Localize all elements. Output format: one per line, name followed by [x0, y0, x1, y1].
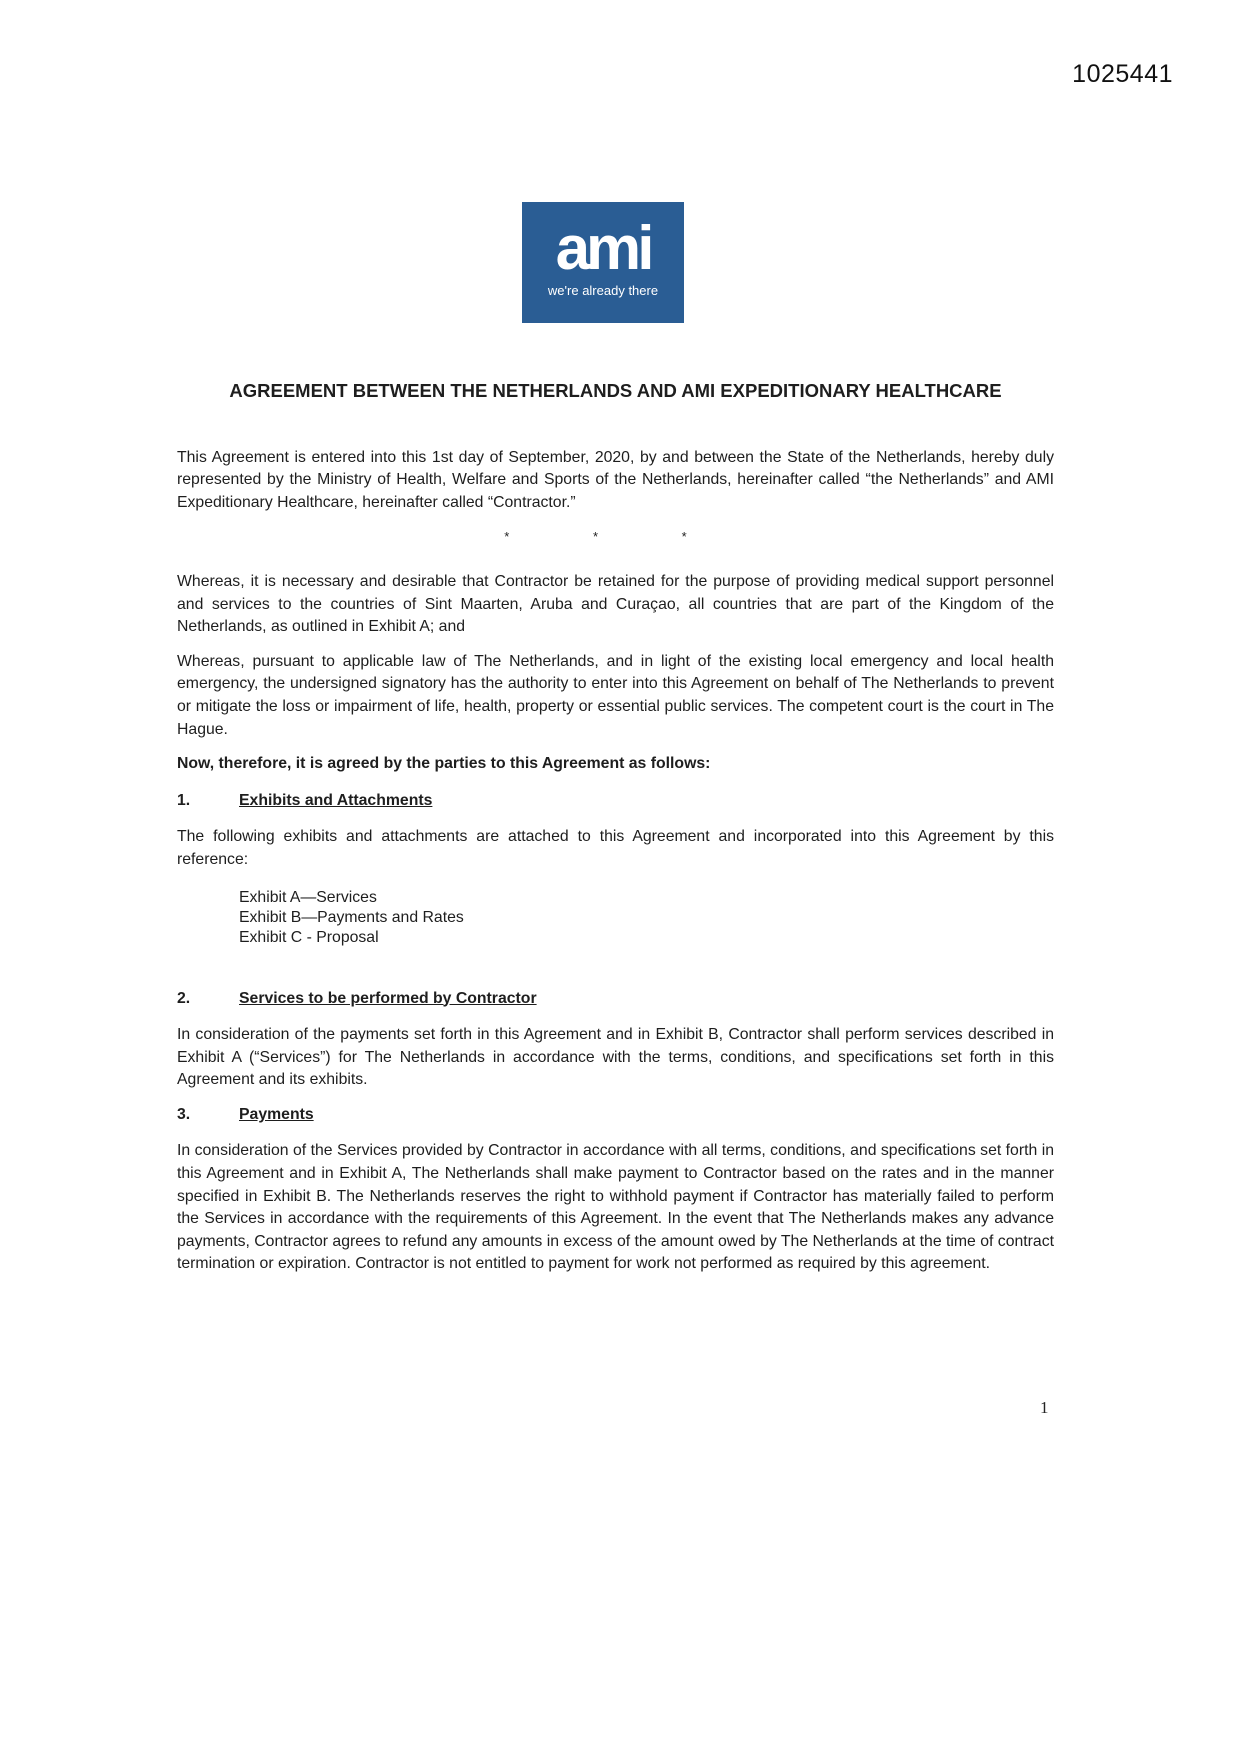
section-title: Payments	[239, 1105, 314, 1123]
section-number: 1.	[177, 791, 191, 809]
logo-wordmark: ami	[555, 214, 651, 283]
separator-stars: * * *	[504, 529, 727, 545]
intro-paragraph: This Agreement is entered into this 1st day of September, 2020, by and between the State of the Netherlands, hereby duly represented by the Ministry of Health, Welfare and Sports of the Netherlands, hereinafter called “the Netherlands” and AMI Expeditionary Healthcare, hereinafter called “Contractor.”	[177, 448, 1054, 511]
logo-tagline: we're already there	[547, 283, 659, 298]
document-body	[177, 380, 1054, 1276]
section-1-heading	[177, 790, 1054, 813]
section-3-body: In consideration of the Services provided by Contractor in accordance with all terms, conditions, and specifications set forth in this Agreement and in Exhibit A, The Netherlands shall make payment to Contractor based on the rates and in the manner specified in Exhibit B. The Netherlands reserves the right to withhold payment if Contractor has materially failed to perform the Services in accordance with the requirements of this Agreement. In the event that The Netherlands makes any advance payments, Contractor agrees to refund any amounts in excess of the amount owed by The Netherlands at the time of contract termination or expiration. Contractor is not entitled to payment for work not performed as required by this agreement.	[177, 1142, 1054, 1273]
section-title: Exhibits and Attachments	[239, 791, 433, 809]
section-number: 3.	[177, 1105, 191, 1123]
agreed-statement: Now, therefore, it is agreed by the parties to this Agreement as follows:	[177, 755, 711, 773]
ami-logo	[522, 202, 684, 323]
exhibit-item: Exhibit B—Payments and Rates	[239, 908, 464, 926]
exhibit-item: Exhibit A—Services	[239, 888, 377, 906]
whereas-paragraph-1: Whereas, it is necessary and desirable that Contractor be retained for the purpose of providing medical support personnel and services to the countries of Sint Maarten, Aruba and Curaçao, all countries that are part of the Kingdom of the Netherlands, as outlined in Exhibit A; and	[177, 572, 1054, 636]
section-title: Services to be performed by Contractor	[239, 989, 537, 1007]
section-2-body: In consideration of the payments set forth in this Agreement and in Exhibit B, Contractor shall perform services described in Exhibit A (“Services”) for The Netherlands in accordance with the terms, conditions, and specifications set forth in this Agreement and its exhibits.	[177, 1026, 1054, 1089]
section-3-heading	[177, 1104, 1054, 1127]
document-id: 1025441	[1072, 60, 1173, 88]
exhibit-list	[177, 888, 1054, 948]
section-2-heading	[177, 988, 1054, 1011]
page-number: 1	[1040, 1398, 1049, 1417]
section-number: 2.	[177, 989, 191, 1007]
agreement-title: AGREEMENT BETWEEN THE NETHERLANDS AND AMI EXPEDITIONARY HEALTHCARE	[229, 380, 1002, 401]
section-1-body: The following exhibits and attachments are attached to this Agreement and incorporated into this Agreement by this reference:	[177, 828, 1054, 868]
whereas-paragraph-2: Whereas, pursuant to applicable law of The Netherlands, and in light of the existing local emergency and local health emergency, the undersigned signatory has the authority to enter into this Agreement on behalf of The Netherlands to prevent or mitigate the loss or impairment of life, health, property or essential public services. The competent court is the court in The Hague.	[177, 652, 1054, 738]
exhibit-item: Exhibit C - Proposal	[239, 928, 379, 946]
